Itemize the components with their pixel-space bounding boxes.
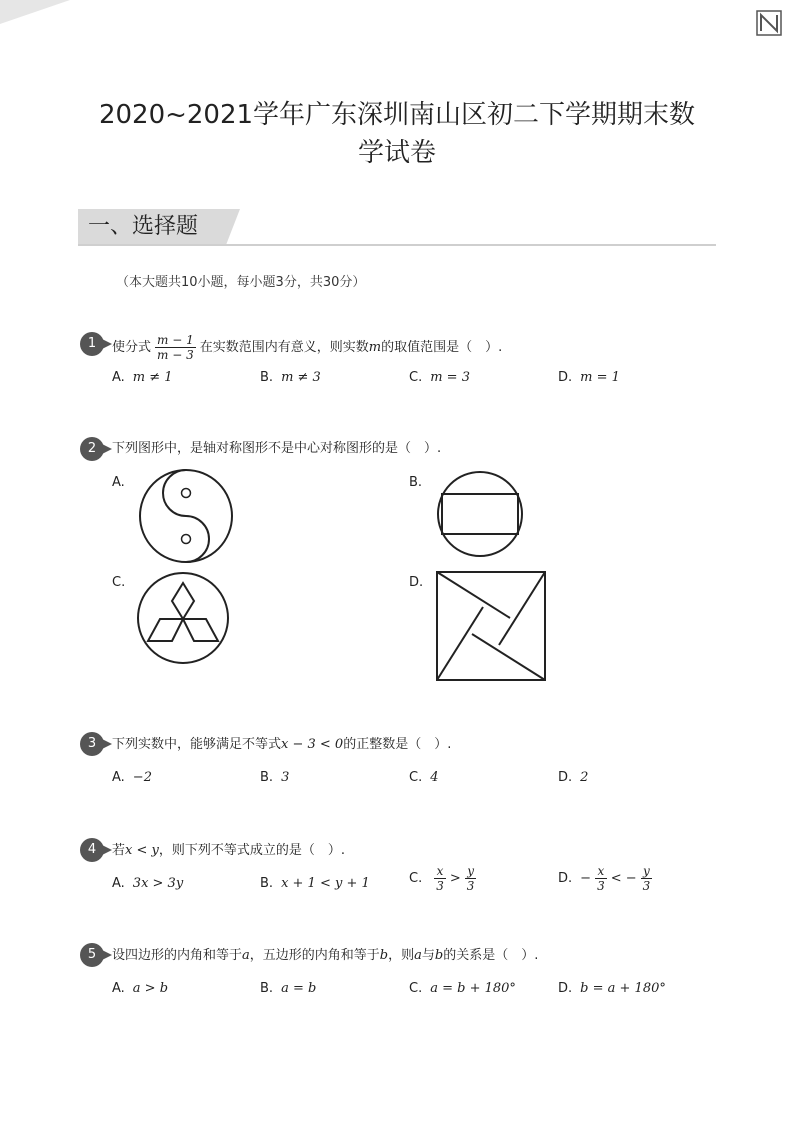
- question-text: 设四边形的内角和等于a，五边形的内角和等于b，则a与b的关系是（ ）.: [112, 948, 539, 963]
- figure-label-b[interactable]: B.: [409, 475, 423, 490]
- figure-label-d[interactable]: D.: [409, 575, 424, 590]
- page-title-line1: 2020~2021学年广东深圳南山区初二下学期期末数: [98, 100, 696, 130]
- option-a[interactable]: A. 3x > 3y: [112, 876, 184, 891]
- yin-yang-figure[interactable]: [138, 468, 234, 564]
- figure-label-a[interactable]: A.: [112, 475, 125, 490]
- option-c[interactable]: C. $\frac{x}{3}$ > $\frac{y}{3}$: [409, 864, 475, 893]
- figure-label-c[interactable]: C.: [112, 575, 126, 590]
- brand-n-logo-icon: [756, 10, 782, 36]
- option-c[interactable]: C. 4: [409, 770, 439, 785]
- option-d[interactable]: D. 2: [558, 770, 589, 785]
- option-b[interactable]: B. m ≠ 3: [260, 370, 321, 385]
- circle-with-rectangle-figure[interactable]: [436, 470, 524, 558]
- option-b[interactable]: B. a = b: [260, 981, 317, 996]
- question-number-badge: 4: [80, 838, 104, 862]
- question-number-badge: 5: [80, 943, 104, 967]
- option-c[interactable]: C. a = b + 180°: [409, 981, 516, 996]
- option-a[interactable]: A. m ≠ 1: [112, 370, 173, 385]
- option-b[interactable]: B. 3: [260, 770, 290, 785]
- three-rhombus-figure[interactable]: [136, 571, 230, 665]
- corner-decoration: [0, 0, 70, 24]
- question-text: 若x < y，则下列不等式成立的是（ ）.: [112, 843, 345, 858]
- page-title-line2: 学试卷: [357, 138, 436, 168]
- option-d[interactable]: D. − $\frac{x}{3}$ < − $\frac{y}{3}$: [558, 864, 651, 893]
- question-text: 使分式 $\frac{m - 1}{m - 3}$ 在实数范围内有意义，则实数m的取值范围是（ ）.: [112, 333, 503, 362]
- option-b[interactable]: B. x + 1 < y + 1: [260, 876, 370, 891]
- fraction: $\frac{m - 1}{m - 3}$: [157, 333, 194, 362]
- section-header: [78, 209, 716, 249]
- option-c[interactable]: C. m = 3: [409, 370, 470, 385]
- question-text: 下列图形中，是轴对称图形不是中心对称图形的是（ ）.: [112, 441, 442, 456]
- question-number-badge: 2: [80, 437, 104, 461]
- option-a[interactable]: A. −2: [112, 770, 152, 785]
- option-d[interactable]: D. m = 1: [558, 370, 620, 385]
- section-title: 一、选择题: [88, 214, 199, 239]
- question-text: 下列实数中，能够满足不等式x − 3 < 0的正整数是（ ）.: [112, 737, 452, 752]
- square-pinwheel-figure[interactable]: [435, 570, 547, 682]
- question-number-badge: 1: [80, 332, 104, 356]
- section-note: （本大题共10小题，每小题3分，共30分）: [116, 275, 366, 290]
- option-a[interactable]: A. a > b: [112, 981, 169, 996]
- page-title: [0, 96, 794, 172]
- option-d[interactable]: D. b = a + 180°: [558, 981, 666, 996]
- question-number-badge: 3: [80, 732, 104, 756]
